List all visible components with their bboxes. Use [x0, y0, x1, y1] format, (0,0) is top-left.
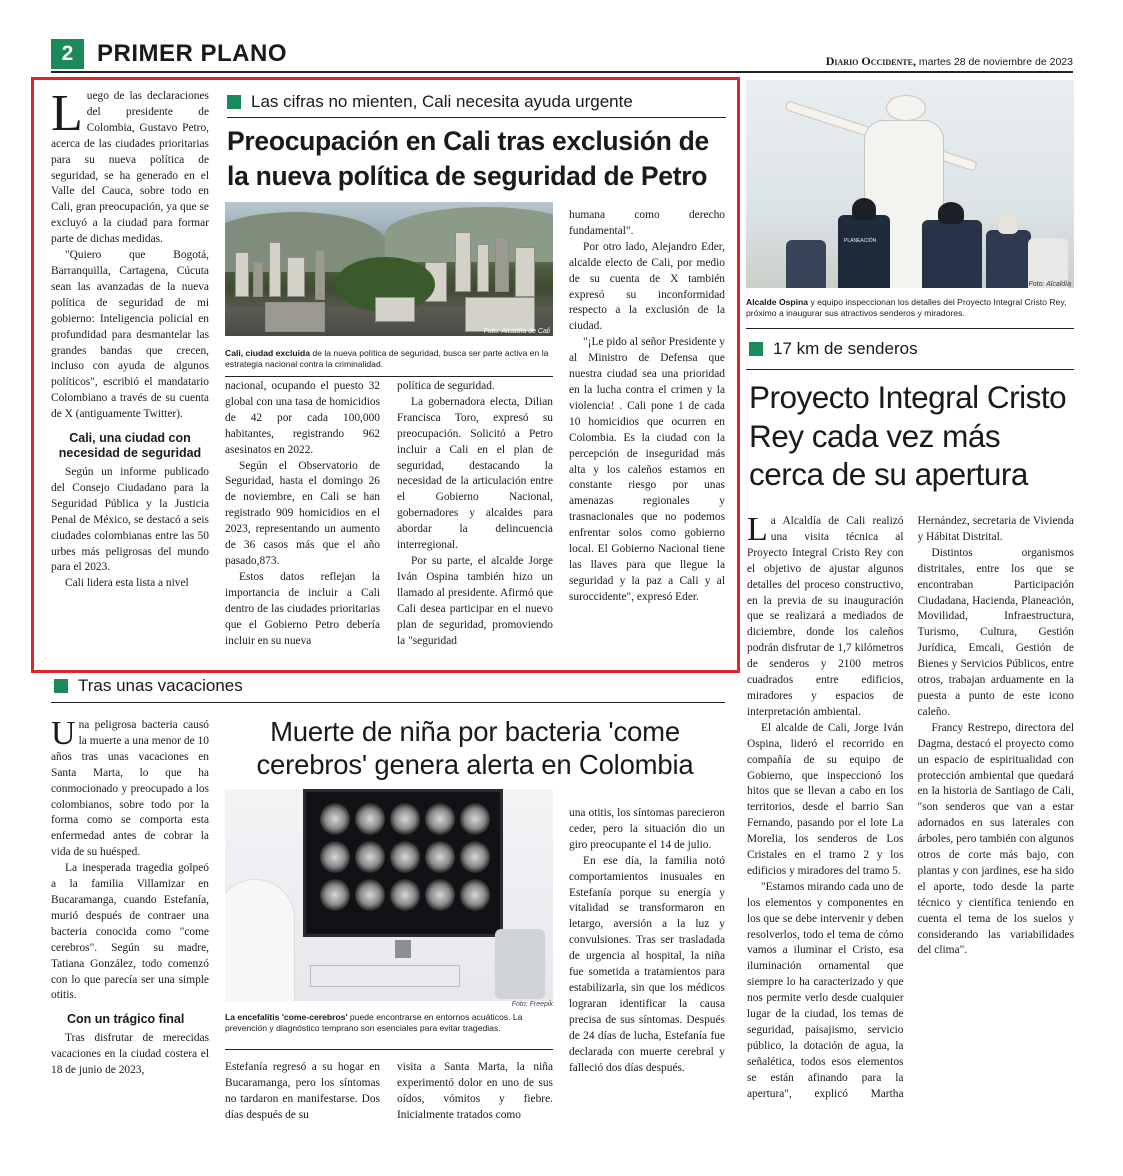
story1-photo-credit: Foto: Alcaldía de Cali	[483, 328, 550, 335]
page-number-badge	[51, 39, 84, 69]
story1-paragraph: humana como derecho fundamental".	[569, 209, 725, 237]
kicker-square-icon	[54, 679, 68, 693]
story3-photo-ct-scan	[225, 789, 553, 1001]
story2-photo-cristo-rey	[746, 80, 1074, 288]
story3-dropcap: U	[51, 715, 76, 752]
story3-paragraph: Estefanía regresó a su hogar en Bucaramanga, pero los síntomas no tardaron en manifestarse. Dos días después de su	[225, 1061, 380, 1121]
story1-headline: Preocupación en Cali tras exclusión de la nueva política de seguridad de Petro	[227, 126, 709, 191]
story1-column-2	[225, 379, 380, 649]
masthead-date	[826, 54, 1073, 69]
story2-photo-credit: Foto: Alcaldía	[1028, 281, 1071, 288]
story2-paragraph: "Estamos mirando cada uno de los elementos y componentes en los que se debe intervenir y deben resolverlos, todo el tema de cómo vamos a iluminar el Cristo, esa iluminación ornamental que siempre lo ha caracterizado y que nos permite verlo desde cualquier lugar de la ciudad, los temas de seguridad, paisajismo, servicio público, la dotación de agua, la señalética, todos esos elementos se están afinando para la apertura", explicó Martha Hernández, secretaria de Vivienda y Hábitat Distrital.	[747, 515, 1074, 1100]
section-title: PRIMER PLANO	[97, 40, 288, 67]
header-rule	[51, 71, 1073, 73]
story3-kicker	[54, 676, 243, 696]
inspector-figure	[838, 215, 890, 288]
story3-paragraph: visita a Santa Marta, la niña experimentó dolor en uno de sus oídos, vómitos y fiebre. Inicialmente tratados como	[397, 1061, 553, 1121]
story3-caption-bold: La encefalitis 'come-cerebros'	[225, 1012, 348, 1022]
kicker-square-icon	[749, 342, 763, 356]
vest-label: PLANEACIÓN	[844, 238, 877, 244]
story1-caption-bold: Cali, ciudad excluida	[225, 348, 311, 358]
story2-kicker	[749, 339, 918, 359]
story2-kicker-rule	[746, 369, 1074, 370]
story3-paragraph: na peligrosa bacteria causó la muerte a una menor de 10 años tras unas vacaciones en Santa Marta, lo que ha conmocionado y preocupado a los colombianos, sobre todo por la forma como se comporta esta enfermedad antes de cobrar la vida de su huésped.	[51, 719, 209, 859]
story2-paragraph: El alcalde de Cali, Jorge Iván Ospina, lideró el recorrido en compañía de su equipo de Gobierno, que inspeccionó los hitos que se llevan a cabo en los territorios, desde el barrio San Fernando, pasando por el lote La Morelia, los senderos de Los Cristales en el tramo 2 y los edificios y miradores del tramo 5.	[747, 721, 904, 877]
story3-kicker-text: Tras unas vacaciones	[78, 676, 243, 695]
story1-photo-cali-city	[225, 202, 553, 336]
paper-name: Diario Occidente,	[825, 54, 916, 68]
story2-kicker-text: 17 km de senderos	[773, 339, 918, 358]
story1-paragraph: Según el Observatorio de Seguridad, hasta el domingo 26 de noviembre, en Cali se han registrado 909 homicidios en el 2023, representando un aumento de 36 casos más que el año pasado,873.	[225, 459, 380, 567]
story2-paragraph: a Alcaldía de Cali realizó una visita técnica al Proyecto Integral Cristo Rey con el objetivo de ajustar algunos detalles del proceso constructivo, en la previa de su inauguración que se realizará a mediados de diciembre, donde los caleños podrán disfrutar de 1,7 kilómetros de senderos y 2100 metros cuadrados entre edificios, miradores y espacios de interpretación ambiental.	[747, 515, 904, 718]
story1-paragraph: "¡Le pido al señor Presidente y al Ministro de Defensa que nuestra ciudad sea una prioridad en la lucha contra el crimen y la violencia! . Cali pone 1 de cada 10 homicidios que ocurren en Colombia. Es la ciudad con la percepción de inseguridad más alta y los caleños estamos en constante riesgo por unas amenazas regionales y trasnacionales que no podemos enfrentar solos como gobierno local. El Gobierno Nacional tiene las llaves para que llegue la seguridad y la paz a Cali y al suroccidente", expresó Eder.	[569, 336, 725, 603]
story1-caption-rule	[225, 376, 553, 377]
story2-caption-bold: Alcalde Ospina	[746, 297, 809, 307]
story1-paragraph: Cali lidera esta lista a nivel	[65, 577, 189, 590]
story3-caption-rule	[225, 1049, 553, 1050]
keyboard	[310, 965, 460, 987]
story1-kicker-rule	[227, 117, 726, 118]
story1-paragraph: uego de las declaraciones del presidente de Colombia, Gustavo Petro, acerca de las ciudades prioritarias para su nueva política de seguridad, se ha generado en el Valle del Cauca, sobre todo en Cali, gran preocupación, ya que se excluyó a la ciudad para formar parte de dichas medidas.	[51, 90, 209, 246]
story1-kicker-text: Las cifras no mienten, Cali necesita ayuda urgente	[251, 92, 633, 111]
story1-caption	[225, 348, 553, 370]
story3-paragraph: una otitis, los síntomas parecieron ceder, pero la situación dio un giro preocupante el 14 de julio.	[569, 807, 725, 851]
story3-headline: Muerte de niña por bacteria 'come cerebros' genera alerta en Colombia	[256, 716, 694, 780]
story2-paragraph: Distintos organismos distritales, entre los que se encontraban Participación Ciudadana, Hacienda, Planeación, Movilidad, Infraestructura, Turismo, Cultura, Gestión Jurídica, Emcali, Gestión de Bienes y Servicios Públicos, entre otros, trabajan arduamente en la puesta a punto de este icono caleño.	[917, 546, 1074, 718]
story3-paragraph: Tras disfrutar de merecidas vacaciones en la ciudad costera el 18 de junio de 2023,	[51, 1032, 209, 1077]
story2-caption	[746, 297, 1074, 319]
story3-caption-text: puede encontrarse en entornos acuáticos. La prevención y diagnóstico temprano son esenciales para evitar tragedias.	[225, 1012, 523, 1033]
story1-paragraph: La gobernadora electa, Dilian Francisca Toro, expresó su preocupación. Solicitó a Petro incluir a Cali en el plan de seguridad, destacando la necesidad de la articulación entre el Gobierno Nacional, gobernadores y alcaldes para abordar la delincuencia interregional.	[397, 395, 553, 552]
story3-column-2	[225, 1060, 380, 1124]
story3-column-3	[397, 1060, 553, 1124]
story1-column-3	[397, 379, 553, 649]
story2-caption-rule	[746, 328, 1074, 329]
story1-paragraph: Por su parte, el alcalde Jorge Iván Ospina también hizo un llamado al presidente. Afirmó que Cali desea participar en el nuevo plan de seguridad, promoviendo la "seguridad	[397, 554, 553, 647]
kicker-square-icon	[227, 95, 241, 109]
story1-paragraph: Según un informe publicado del Consejo Ciudadano para la Seguridad Pública y la Justicia Penal de México, se destacó a seis ciudades colombianas entre las 50 urbes más peligrosas del mundo para el 2023.	[51, 466, 209, 574]
story2-paragraph: Francy Restrepo, directora del Dagma, destacó el proyecto como un espacio de espiritualidad con protección ambiental que quedará en la historia de Santiago de Cali, "son senderos que van a estar adornados en sus laterales con árboles, pero también con algunos otros de corte más bajo, con plantas y con jardines, ese ha sido el aporte, todo desde la parte técnico y científica teniendo en cuenta el tema de los suelos y considerando las variabilidades del clima".	[917, 721, 1074, 957]
story1-paragraph: Por otro lado, Alejandro Eder, alcalde electo de Cali, por medio de su cuenta de X también expresó su inconformidad respecto a la exclusión de la ciudad.	[569, 240, 725, 333]
story1-paragraph: Estos datos reflejan la importancia de incluir a Cali dentro de las ciudades prioritarias que el Gobierno Petro debería incluir en su nueva	[225, 570, 380, 647]
story3-column-1	[51, 715, 209, 1128]
issue-date: martes 28 de noviembre de 2023	[918, 56, 1073, 68]
story3-caption	[225, 1012, 553, 1034]
story3-column-4	[569, 806, 725, 1076]
story1-paragraph: política de seguridad.	[397, 380, 495, 392]
story3-subhead: Con un trágico final	[67, 1012, 185, 1027]
story2-body	[747, 511, 1074, 1126]
story2-headline: Proyecto Integral Cristo Rey cada vez más cerca de su apertura	[749, 379, 1067, 492]
story1-dropcap: L	[51, 85, 83, 142]
story1-kicker	[227, 92, 633, 112]
story1-column-4	[569, 208, 725, 606]
story2-caption-text: y equipo inspeccionan los detalles del Proyecto Integral Cristo Rey, próximo a inaugurar sus atractivos senderos y miradores.	[746, 297, 1067, 318]
page-number: 2	[61, 42, 74, 65]
story3-photo-credit: Foto: Freepik	[511, 1001, 553, 1008]
story1-paragraph: nacional, ocupando el puesto 32 global con una tasa de homicidios de 42 por cada 100,000 habitantes, registrando 962 asesinatos en 2022.	[225, 380, 380, 456]
story3-paragraph: La inesperada tragedia golpeó a la familia Villamizar en Bucaramanga, cuando Estefanía, murió después de contraer una bacteria conocida como "come cerebros". Según su madre, Tatiana González, todo comenzó con lo que parecía ser una simple otitis.	[51, 862, 209, 1002]
story2-dropcap: L	[747, 511, 768, 548]
story1-paragraph: "Quiero que Bogotá, Barranquilla, Cartagena, Cúcuta sean las avanzadas de la nueva política de seguridad de mi gobierno: Inteligencia policial en profundidad para desmantelar las grandes bandas que crecen, incluso con ayuda de algunos políticos", escribió el mandatario Colombiano a través de su cuenta de X (antiguamente Twitter).	[51, 249, 209, 421]
story1-column-1	[51, 85, 209, 669]
story1-caption-text: de la nueva política de seguridad, busca ser parte activa en la estrategia nacional contra la criminalidad.	[225, 348, 549, 369]
story1-subhead: Cali, una ciudad con necesidad de seguridad	[58, 431, 202, 461]
story3-kicker-rule	[51, 702, 725, 703]
story3-paragraph: En ese día, la familia notó comportamientos inusuales en Estefanía porque su energía y vitalidad se transformaron en letargo, aversión a la luz y convulsiones. Tras ser trasladada de urgencia al hospital, la niña fue sometida a tratamientos para estabilizarla, sin que los médicos lograran identificar la causa precisa de sus síntomas. Después de 24 días de lucha, Estefanía fue declarada con muerte cerebral y falleció dos días después.	[569, 854, 725, 1074]
